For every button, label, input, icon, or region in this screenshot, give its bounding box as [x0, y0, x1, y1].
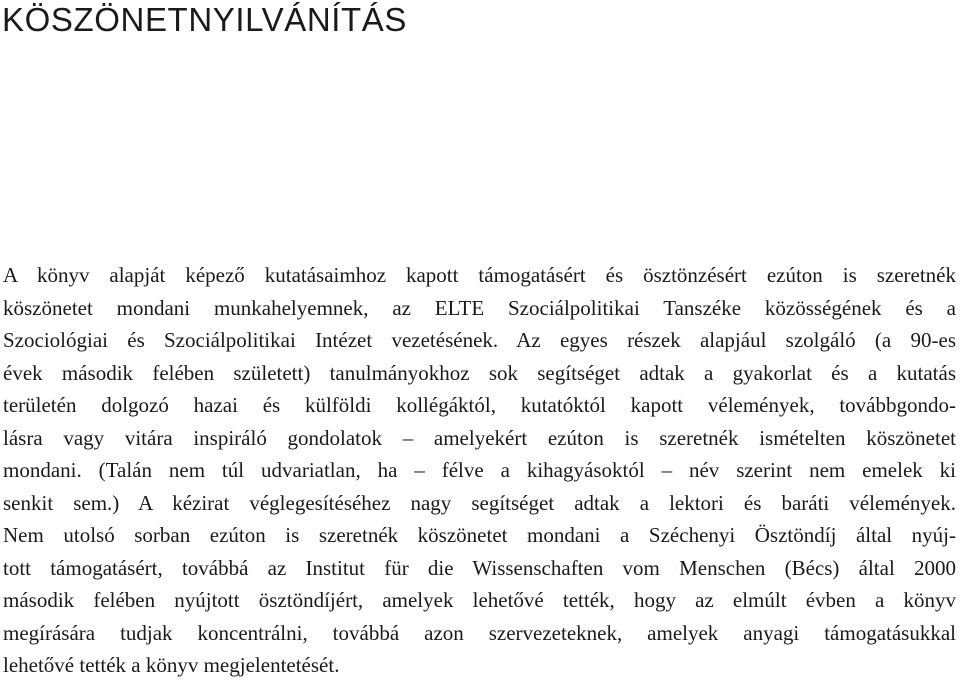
acknowledgement-paragraph — [3, 259, 956, 682]
paragraph-line: köszönetet mondani munkahelyemnek, az ELTE Szociálpolitikai Tanszéke közösségének és a — [3, 295, 956, 320]
paragraph-line: megírására tudjak koncentrálni, továbbá azon szervezeteknek, amelyek anyagi támogatásukkal — [3, 620, 956, 645]
paragraph-line: lehetővé tették a könyv megjelentetését. — [3, 653, 340, 677]
paragraph-line: évek második felében született) tanulmányokhoz sok segítséget adtak a gyakorlat és a kutatás — [3, 360, 956, 385]
paragraph-line: területén dolgozó hazai és külföldi kollégáktól, kutatóktól kapott vélemények, továbbgondo- — [3, 393, 956, 417]
paragraph-line: Nem utolsó sorban ezúton is szeretnék köszönetet mondani a Széchenyi Ösztöndíj által nyúj- — [3, 523, 956, 547]
paragraph-line: lásra vagy vitára inspiráló gondolatok – amelyekért ezúton is szeretnék ismételten köszönetet — [3, 425, 956, 450]
paragraph-line: tott támogatásért, továbbá az Institut für die Wissenschaften vom Menschen (Bécs) által 2000 — [3, 555, 956, 580]
paragraph-line: senkit sem.) A kézirat véglegesítéséhez nagy segítséget adtak a lektori és baráti vélemények. — [3, 490, 956, 515]
paragraph-line: A könyv alapját képező kutatásaimhoz kapott támogatásért és ösztönzésért ezúton is szeretnék — [3, 263, 956, 287]
page-title: KÖSZÖNETNYILVÁNÍTÁS — [2, 1, 408, 38]
paragraph-line: második felében nyújtott ösztöndíjért, amelyek lehetővé tették, hogy az elmúlt évben a könyv — [3, 588, 956, 612]
paragraph-line: mondani. (Talán nem túl udvariatlan, ha – félve a kihagyásoktól – név szerint nem emelek ki — [3, 458, 956, 482]
paragraph-line: Szociológiai és Szociálpolitikai Intézet vezetésének. Az egyes részek alapjául szolgáló (a 90-es — [3, 328, 956, 352]
